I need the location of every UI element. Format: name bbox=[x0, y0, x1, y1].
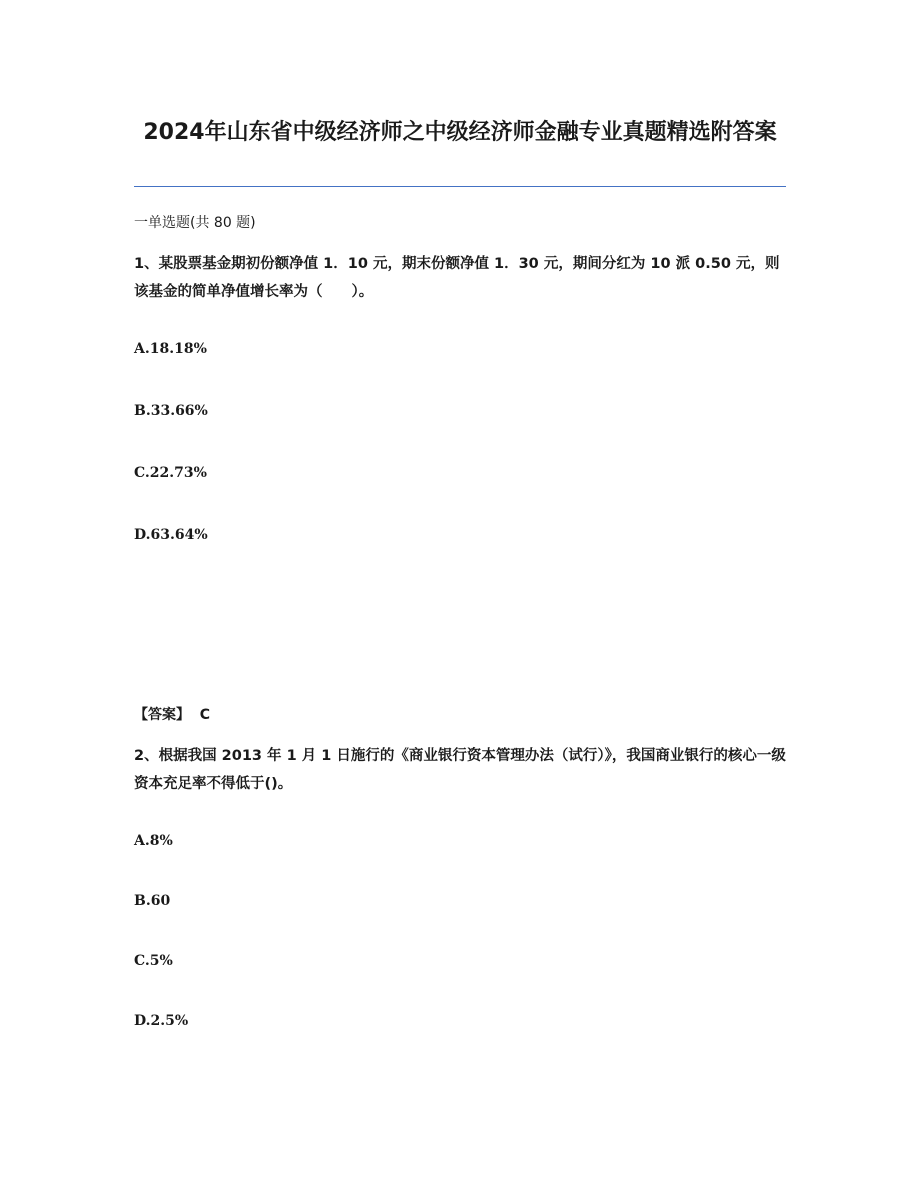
question-2-stem: 2、根据我国 2013 年 1 月 1 日施行的《商业银行资本管理办法（试行）》，我国商业银行的核心一级资本充足率不得低于()。 bbox=[134, 748, 786, 792]
title-divider bbox=[134, 186, 786, 187]
question-1-answer bbox=[134, 704, 210, 726]
answer-value: C bbox=[199, 707, 211, 723]
question-1-option-b: B.33.66% bbox=[134, 403, 208, 419]
section-heading: 一单选题(共 80 题) bbox=[134, 215, 256, 231]
question-2-option-d: D.2.5% bbox=[134, 1013, 189, 1029]
question-2-option-c: C.5% bbox=[134, 953, 173, 969]
document-title: 2024年山东省中级经济师之中级经济师金融专业真题精选附答案 bbox=[143, 120, 777, 145]
question-1-stem: 1、某股票基金期初份额净值 1．10 元，期末份额净值 1．30 元，期间分红为 10 派 0.50 元，则该基金的简单净值增长率为（ ）。 bbox=[134, 256, 780, 300]
question-1-option-a: A.18.18% bbox=[134, 341, 207, 357]
question-1-option-d: D.63.64% bbox=[134, 527, 208, 543]
question-2-option-b: B.60 bbox=[134, 893, 171, 909]
question-2-option-a: A.8% bbox=[134, 833, 173, 849]
answer-label: 【答案】 bbox=[134, 707, 190, 723]
question-1-option-c: C.22.73% bbox=[134, 465, 207, 481]
